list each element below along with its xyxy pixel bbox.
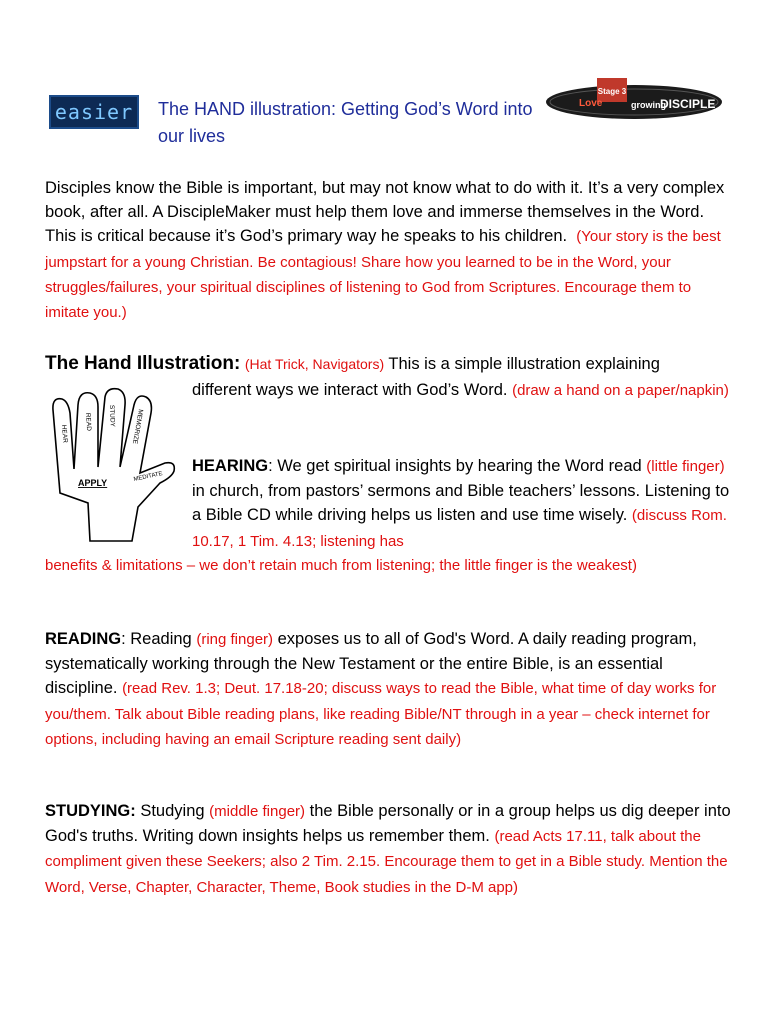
hand-lead-note: (draw a hand on a paper/napkin) [512,382,729,399]
finger-label-hear: HEAR [60,424,69,444]
hand-lead-continued [192,378,737,403]
studying-paragraph [45,799,735,900]
hand-heading: The Hand Illustration: [45,353,241,374]
studying-label: STUDYING: [45,802,136,820]
finger-label-study: STUDY [108,404,116,428]
logo-love-text: Love [579,98,603,109]
palm-label-apply: APPLY [78,478,108,488]
studying-text-1: Studying [140,802,205,820]
hearing-label: HEARING [192,457,269,475]
reading-text-2: exposes us to all of God's Word. A daily reading program, systematically working through the New Testament or the entire Bible, is an essential discipline. [45,630,697,698]
hand-lead-start: This is a simple illustration explaining [388,355,660,373]
logo-stage-text: Stage 3 [597,87,627,96]
logo-disciple-text: DISCIPLE [660,97,716,111]
growing-disciple-logo [543,72,725,124]
hearing-note-continued [45,553,735,578]
intro-paragraph [45,176,735,325]
hearing-text-2a: in church, from pastors’ sermons and Bible teachers’ lessons. Listening to a Bible CD while driving helps us listen and use time wisely. [192,482,730,525]
intro-text: Disciples know the Bible is important, but may not know what to do with it. It’s a very complex book, after all. A DiscipleMaker must help them love and immerse themselves in the Word. This is critical because it’s God’s primary way he speaks to his children. [45,179,725,246]
reading-text-1: : Reading [121,630,192,648]
reading-note: (read Rev. 1.3; Deut. 17.18-20; discuss ways to read the Bible, what time of day works for you/them. Talk about Bible reading plans, like reading Bible/NT through in a year – check internet for options, including having an email Scripture reading sent daily) [45,680,717,748]
finger-label-memorize: MEMORIZE [130,408,144,445]
logo-growing-text: growing [631,100,666,110]
hearing-text-1: : We get spiritual insights by hearing the Word read [268,457,642,475]
reading-finger: (ring finger) [196,631,274,648]
finger-label-read: READ [84,412,93,432]
reading-label: READING [45,630,122,648]
easier-badge [49,95,139,129]
hand-lead-rest: different ways we interact with God’s Word. [192,381,508,399]
reading-paragraph [45,627,735,752]
studying-note: (read Acts 17.11, talk about the compliment given these Seekers; also 2 Tim. 2.15. Encourage them to get in a Bible study. Mention the Word, Verse, Chapter, Character, Theme, Book studies in the D-M app) [45,828,728,896]
hearing-finger: (little finger) [646,458,725,475]
hearing-paragraph [192,454,737,554]
hand-heading-line [45,352,735,376]
finger-label-meditate: MEDITATE [133,470,164,483]
easier-badge-label: easier [54,100,134,124]
intro-note: (Your story is the best jumpstart for a young Christian. Be contagious! Share how you learned to be in the Word, your struggles/failures, your spiritual disciplines of listening to God from Scriptures. Encourage them to imitate you.) [45,228,721,322]
studying-finger: (middle finger) [209,803,306,820]
hand-diagram [50,385,178,543]
hand-source: (Hat Trick, Navigators) [244,356,385,372]
page-title: The HAND illustration: Getting God’s Word into our lives [158,99,533,146]
hearing-note-start: (discuss Rom. 10.17, 1 Tim. 4.13; listening has [192,507,727,550]
hearing-note-rest: benefits & limitations – we don’t retain much from listening; the little finger is the weakest) [45,557,637,574]
studying-text-2: the Bible personally or in a group helps us dig deeper into God's truths. Writing down insights helps us remember them. [45,802,731,846]
